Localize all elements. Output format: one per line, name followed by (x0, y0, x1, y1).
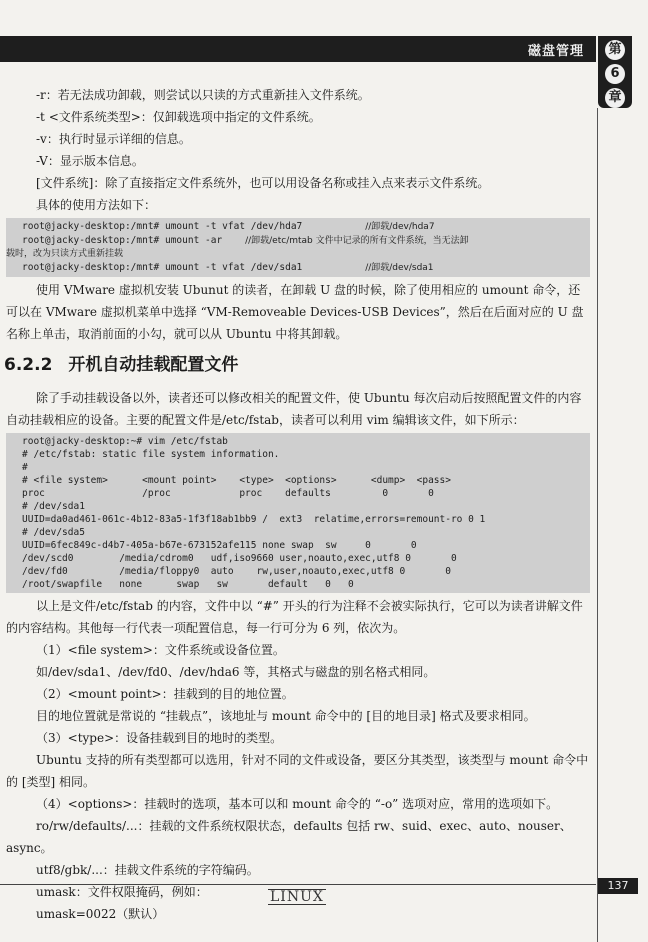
chapter-tab (598, 36, 632, 108)
code-line: UUID=da0ad461-061c-4b12-83a5-1f3f18ab1bb9 / ext3 relatime,errors=remount-ro 0 1 (22, 514, 486, 525)
page-number: 137 (598, 878, 638, 894)
item-type: （3）<type>：设备挂载到目的地时的类型。 (36, 731, 283, 745)
chapter-char-1: 第 (605, 40, 625, 60)
code-line: root@jacky-desktop:/mnt# umount -t vfat /dev/hda7 (22, 221, 303, 232)
code-line: root@jacky-desktop:/mnt# umount -t vfat /dev/sda1 (22, 262, 303, 273)
code-line: /root/swapfile none swap sw default 0 0 (22, 579, 354, 590)
item-mount-point-desc: 目的地位置就是常说的 “挂载点”，该地址与 mount 命令中的 [目的地目录] 格式及要求相同。 (36, 709, 536, 723)
paragraph-explain: 以上是文件/etc/fstab 的内容，文件中以 “#” 开头的行为注释不会被实际执行，它可以为读者讲解文件的内容结构。其他每一行代表一项配置信息，每一行可分为 6 列，依次为。 (6, 599, 583, 635)
code-line: # /dev/sda1 (22, 501, 85, 512)
section-heading (4, 353, 590, 377)
code-line: # (22, 462, 28, 473)
option-fs: [文件系统]：除了直接指定文件系统外，也可以用设备名称或挂入点来表示文件系统。 (36, 176, 490, 190)
code-line: # /dev/sda5 (22, 527, 85, 538)
section-heading-title: 开机自动挂载配置文件 (68, 355, 239, 375)
code-line: root@jacky-desktop:/mnt# umount -ar (22, 235, 223, 246)
option-v: -v：执行时显示详细的信息。 (36, 132, 191, 146)
item-options-umask: umask：文件权限掩码，例如： (36, 885, 208, 899)
paragraph-fstab: 除了手动挂载设备以外，读者还可以修改相关的配置文件，使 Ubuntu 每次启动后按照配置文件的内容自动挂载相应的设备。主要的配置文件是/etc/fstab，读者可以利用 vim 编辑该文件，如下所示： (6, 391, 582, 427)
chapter-number: 6 (605, 64, 625, 84)
item-options-charset: utf8/gbk/...：挂载文件系统的字符编码。 (36, 863, 259, 877)
code-comment-wrap: 载时，改为只读方式重新挂载 (6, 249, 124, 259)
code-block-fstab (6, 433, 590, 593)
chapter-char-2: 章 (605, 88, 625, 108)
item-options-perm: ro/rw/defaults/...：挂载的文件系统权限状态，defaults 包括 rw、suid、exec、auto、nouser、async。 (6, 819, 572, 855)
code-line: UUID=6fec849c-d4b7-405a-b67e-673152afe115 none swap sw 0 0 (22, 540, 417, 551)
code-line: # <file system> <mount point> <type> <options> <dump> <pass> (22, 475, 451, 486)
item-file-system-desc: 如/dev/sda1、/dev/fd0、/dev/hda6 等，其格式与磁盘的别名格式相同。 (36, 665, 436, 679)
code-line: /dev/fd0 /media/floppy0 auto rw,user,noauto,exec,utf8 0 0 (22, 566, 451, 577)
section-title: 磁盘管理 (527, 44, 584, 59)
code-comment: //卸载/dev/sda1 (365, 263, 434, 273)
code-line: root@jacky-desktop:~# vim /etc/fstab (22, 436, 228, 447)
code-line: proc /proc proc defaults 0 0 (22, 488, 434, 499)
item-file-system: （1）<file system>：文件系统或设备位置。 (36, 643, 285, 657)
footer-logo: LINUX (270, 889, 324, 905)
item-options-umask-example: umask=0022（默认） (36, 907, 165, 921)
section-number: 6.2.2 (4, 355, 53, 375)
page-body (6, 84, 590, 925)
item-type-desc: Ubuntu 支持的所有类型都可以选用，针对不同的文件或设备，要区分其类型，该类型与 mount 命令中的 [类型] 相同。 (6, 753, 589, 789)
footer-rule (0, 884, 596, 885)
code-block-umount (6, 218, 590, 277)
option-V: -V：显示版本信息。 (36, 154, 144, 168)
option-t: -t <文件系统类型>：仅卸载选项中指定的文件系统。 (36, 110, 321, 124)
code-comment: //卸载/etc/mtab 文件中记录的所有文件系统，当无法卸 (245, 236, 469, 246)
item-mount-point: （2）<mount point>：挂载到的目的地位置。 (36, 687, 294, 701)
usage-intro: 具体的使用方法如下： (36, 198, 157, 212)
code-comment: //卸载/dev/hda7 (365, 222, 435, 232)
option-r: -r：若无法成功卸载，则尝试以只读的方式重新挂入文件系统。 (36, 88, 370, 102)
paragraph-vmware: 使用 VMware 虚拟机安装 Ubunut 的读者，在卸载 U 盘的时候，除了使用相应的 umount 命令，还可以在 VMware 虚拟机菜单中选择 “VM-Removeable Devices-USB Devices”，然后在后面对应的 U 盘名称上单击，取消前面的小勾，就可以从 Ubuntu 中将其卸载。 (6, 283, 584, 341)
header-bar (0, 36, 596, 62)
code-line: # /etc/fstab: static file system information. (22, 449, 280, 460)
item-options: （4）<options>：挂载时的选项，基本可以和 mount 命令的 “-o” 选项对应，常用的选项如下。 (36, 797, 559, 811)
code-line: /dev/scd0 /media/cdrom0 udf,iso9660 user,noauto,exec,utf8 0 0 (22, 553, 457, 564)
right-margin-line (597, 108, 598, 942)
